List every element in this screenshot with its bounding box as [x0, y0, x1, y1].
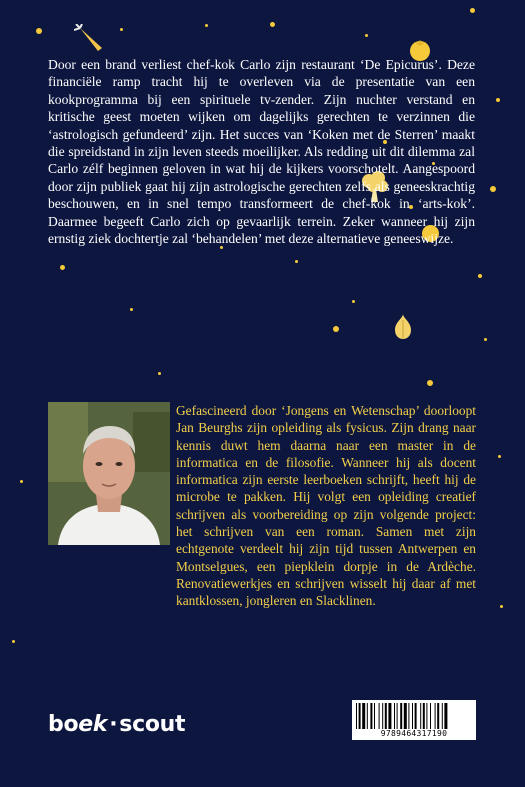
onion-icon: [392, 312, 414, 340]
star: [12, 640, 15, 643]
star: [500, 605, 503, 608]
logo-part-1: bo: [48, 712, 79, 737]
star: [60, 265, 65, 270]
star: [120, 28, 123, 31]
author-photo: [48, 402, 170, 545]
star: [478, 274, 482, 278]
logo-dot: ·: [109, 712, 118, 737]
publisher-logo: [48, 712, 185, 737]
star: [365, 34, 368, 37]
blurb-text: Door een brand verliest chef-kok Carlo zijn restaurant ‘De Epicurus’. Deze financiële ramp tracht hij te overleven via de presentatie van een kookprogramma bij een spirituele tv-zender. Zijn nuchter verstand en kritische geest moeten wijken om dagelijks gerechten te verzinnen die ‘astrologisch gefundeerd’ zijn. Het succes van ‘Koken met de Sterren’ maakt die spreidstand in zijn leven steeds moeilijker. Als redding uit dit dilemma zal Carlo zélf beginnen geloven in wat hij de kijkers voorschotelt. Aangespoord door zijn publiek gaat hij zijn astrologische gerechten zelfs als geneeskrachtig beschouwen, en in snel tempo transformeert de chef-kok in ‘arts-kok’. Daarmee begeeft Carlo zich op gevaarlijk terrein. Zeker wanneer hij zijn ernstig ziek dochtertje zal ‘behandelen’ met deze alternatieve geneeswijze.: [48, 57, 475, 247]
star: [130, 308, 133, 311]
star: [498, 455, 501, 458]
star: [333, 326, 339, 332]
star: [352, 300, 355, 303]
isbn-number: 9789464317190: [380, 729, 448, 738]
star: [20, 480, 23, 483]
logo-part-2: ek: [78, 712, 108, 737]
star: [496, 98, 500, 102]
star: [158, 372, 161, 375]
isbn-barcode: [352, 700, 476, 740]
logo-part-3: scout: [119, 712, 186, 737]
star: [270, 22, 275, 27]
barcode-bars: [356, 703, 472, 729]
carrot-icon: [74, 24, 108, 54]
star: [36, 28, 42, 34]
author-bio-text: Gefascineerd door ‘Jongens en Wetenschap’ doorloopt Jan Beurghs zijn opleiding als fysicus. Zijn drang naar kennis duwt hem daarna naar een master in de informatica en de filosofie. Wanneer hij als docent informatica zijn eerste leerboeken schrijft, heeft hij de microbe te pakken. Hij volgt een opleiding creatief schrijven als voorbereiding op zijn volgende project: het schrijven van een roman. Samen met zijn echtgenote verdeelt hij zijn tijd tussen Antwerpen en Montselgues, een piepklein dorpje in de Ardèche. Renovatiewerkjes en schrijven wisselt hij daar af met kantklossen, jongleren en Slacklinen.: [176, 403, 476, 609]
star: [484, 338, 487, 341]
star: [470, 8, 475, 13]
star: [205, 24, 208, 27]
star: [295, 260, 298, 263]
star: [490, 186, 496, 192]
star: [427, 380, 433, 386]
